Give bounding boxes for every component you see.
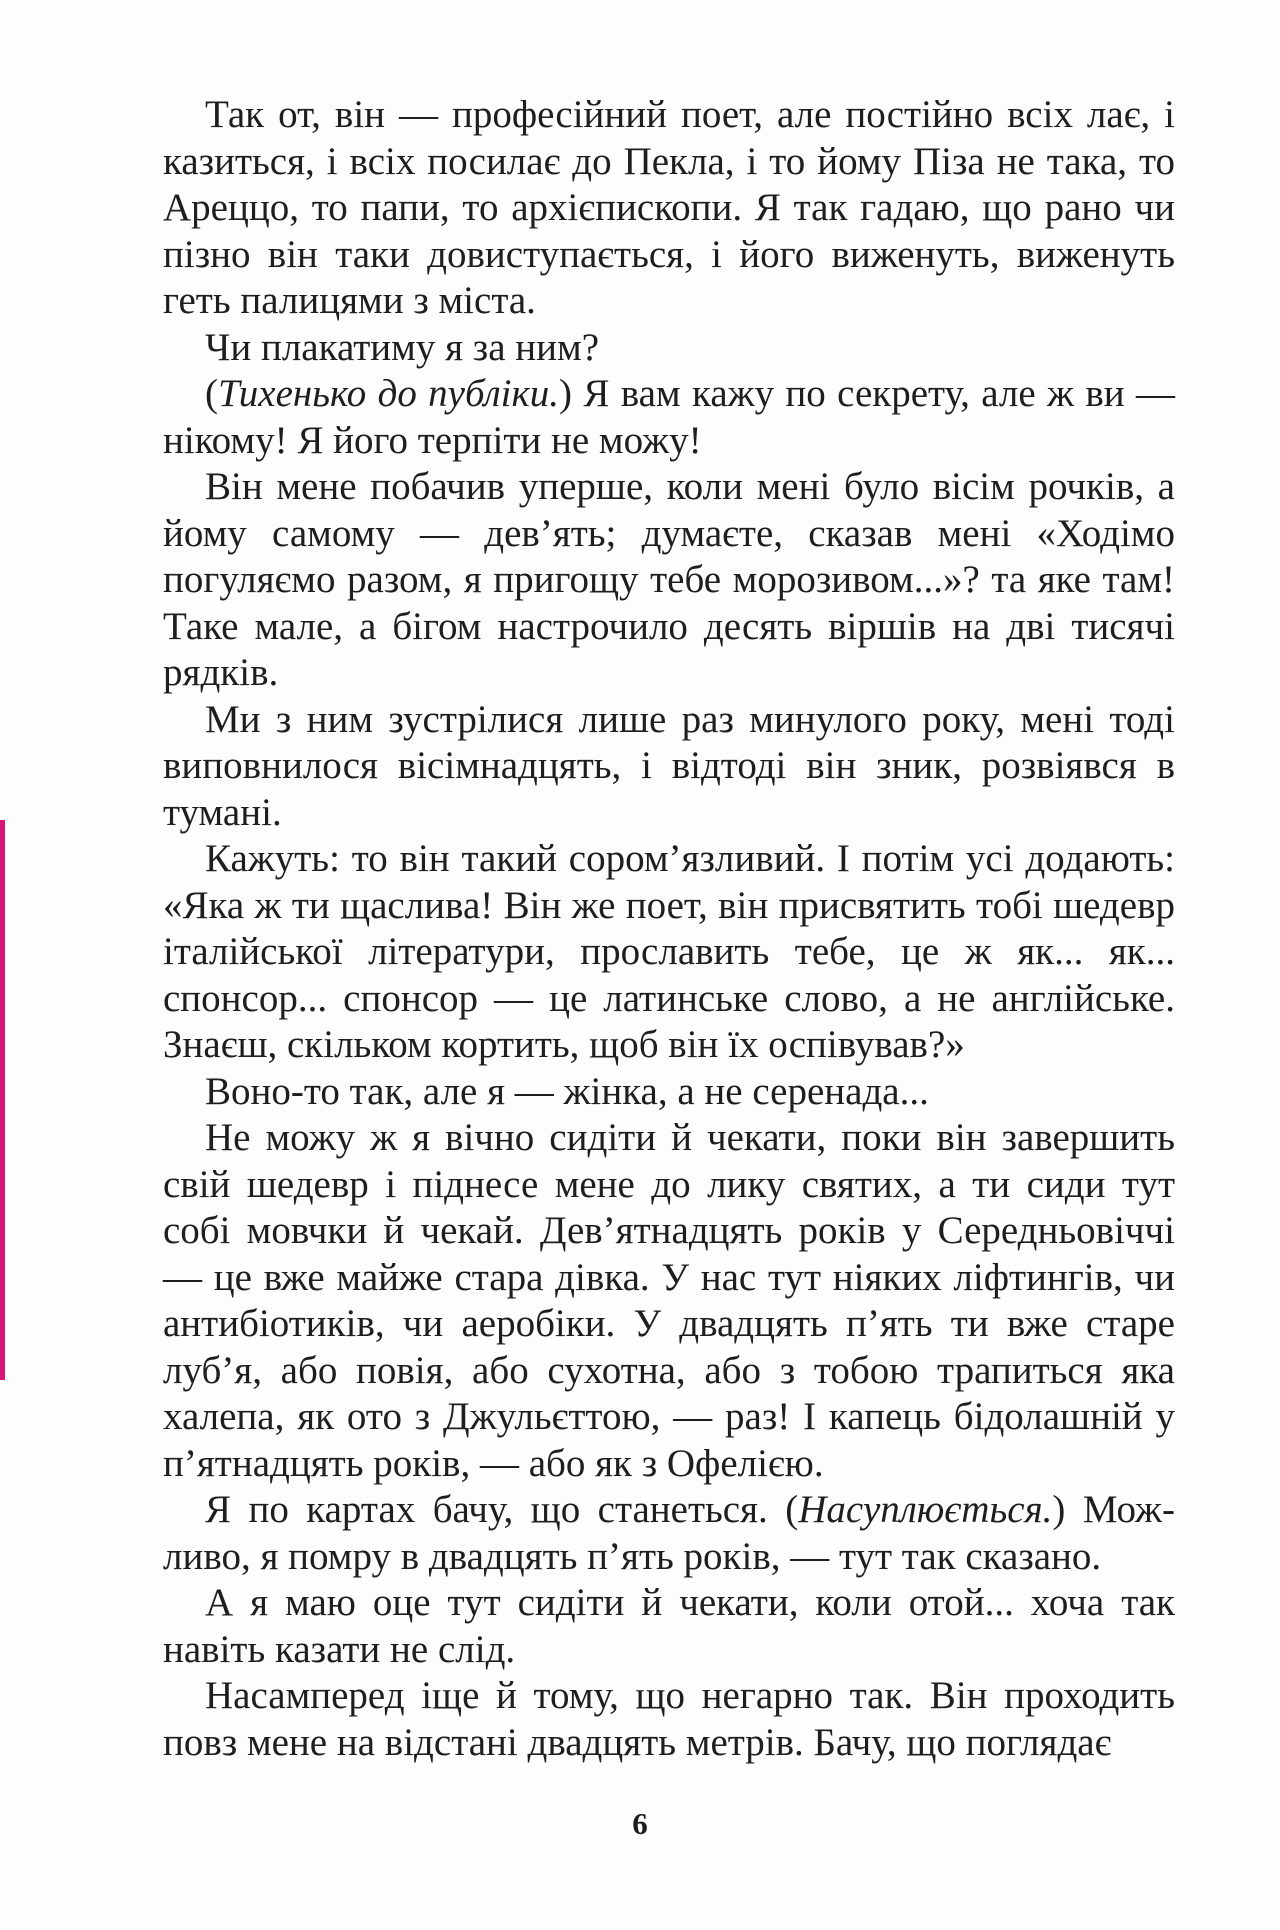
paragraph-4: Він мене побачив уперше, коли мені було вісім рочків, а йому самому — дев’ять; думаєте, сказав мені «Ходімо погуляємо разом, я пригощу тебе морозивом...»? та яке там! Таке мале, а бігом настрочило десять віршів на дві тисячі рядків.	[163, 465, 1175, 694]
page-body	[163, 92, 1175, 1766]
paragraph-7: Воно-то так, але я — жінка, а не серенада...	[205, 1069, 929, 1113]
paragraph-11: Насамперед іще й тому, що негарно так. Він проходить повз мене на відстані двадцять метрів. Бачу, що поглядає	[163, 1674, 1175, 1764]
stage-direction: Тихенько до публіки.	[218, 372, 559, 415]
stage-direction: Насуплюється.	[798, 1488, 1053, 1531]
paragraph-10: А я маю оце тут сидіти й чекати, коли отой... хоча так навіть казати не слід.	[163, 1581, 1175, 1671]
paragraph-2: Чи плакатиму я за ним?	[205, 325, 599, 369]
paragraph-9-stage-direction: Я по картах бачу, що станеться. (Насуплюється.) Можливо, я помру в двадцять п’ять років, — тут так сказано.	[163, 1488, 1176, 1578]
page-number: 6	[632, 1806, 648, 1841]
paragraph-8: Не можу ж я вічно сидіти й чекати, поки він завершить свій шедевр і піднесе мене до лику святих, а ти сиди тут собі мовчки й чекай. Дев’ятнадцять років у Середньовіччі — це вже майже стара дівка. У нас тут ніяких ліфтингів, чи антибіотиків, чи аеробіки. У двадцять п’ять ти вже старе луб’я, або повія, або сухотна, або з тобою трапиться яка халепа, як ото з Джульєттою, — раз! І капець бідолашній у п’ятнадцять років, — або як з Офелією.	[163, 1116, 1175, 1485]
paragraph-5: Ми з ним зустрілися лише раз минулого року, мені тоді виповнилося вісімнадцять, і відтоді він зник, розвіявся в тумані.	[163, 697, 1175, 834]
page-edge-color-mark	[0, 820, 5, 1380]
paragraph-3-stage-direction: (Тихенько до публіки.) Я вам кажу по секрету, але ж ви — нікому! Я його терпіти не можу!	[163, 372, 1176, 462]
paragraph-6: Кажуть: то він такий сором’язливий. І потім усі додають: «Яка ж ти щаслива! Він же поет, він присвятить тобі шедевр італійської літератури, прославить тебе, це ж як... як... спонсор... спонсор — це латинське слово, а не англійське. Знаєш, скільком кортить, щоб він їх оспівував?»	[163, 837, 1175, 1066]
paragraph-1: Так от, він — професійний поет, але постійно всіх лає, і казиться, і всіх посилає до Пекла, і то йому Піза не така, то Ареццо, то папи, то архієпископи. Я так гадаю, що рано чи пізно він таки довиступається, і його виженуть, виженуть геть палицями з міста.	[163, 93, 1175, 322]
